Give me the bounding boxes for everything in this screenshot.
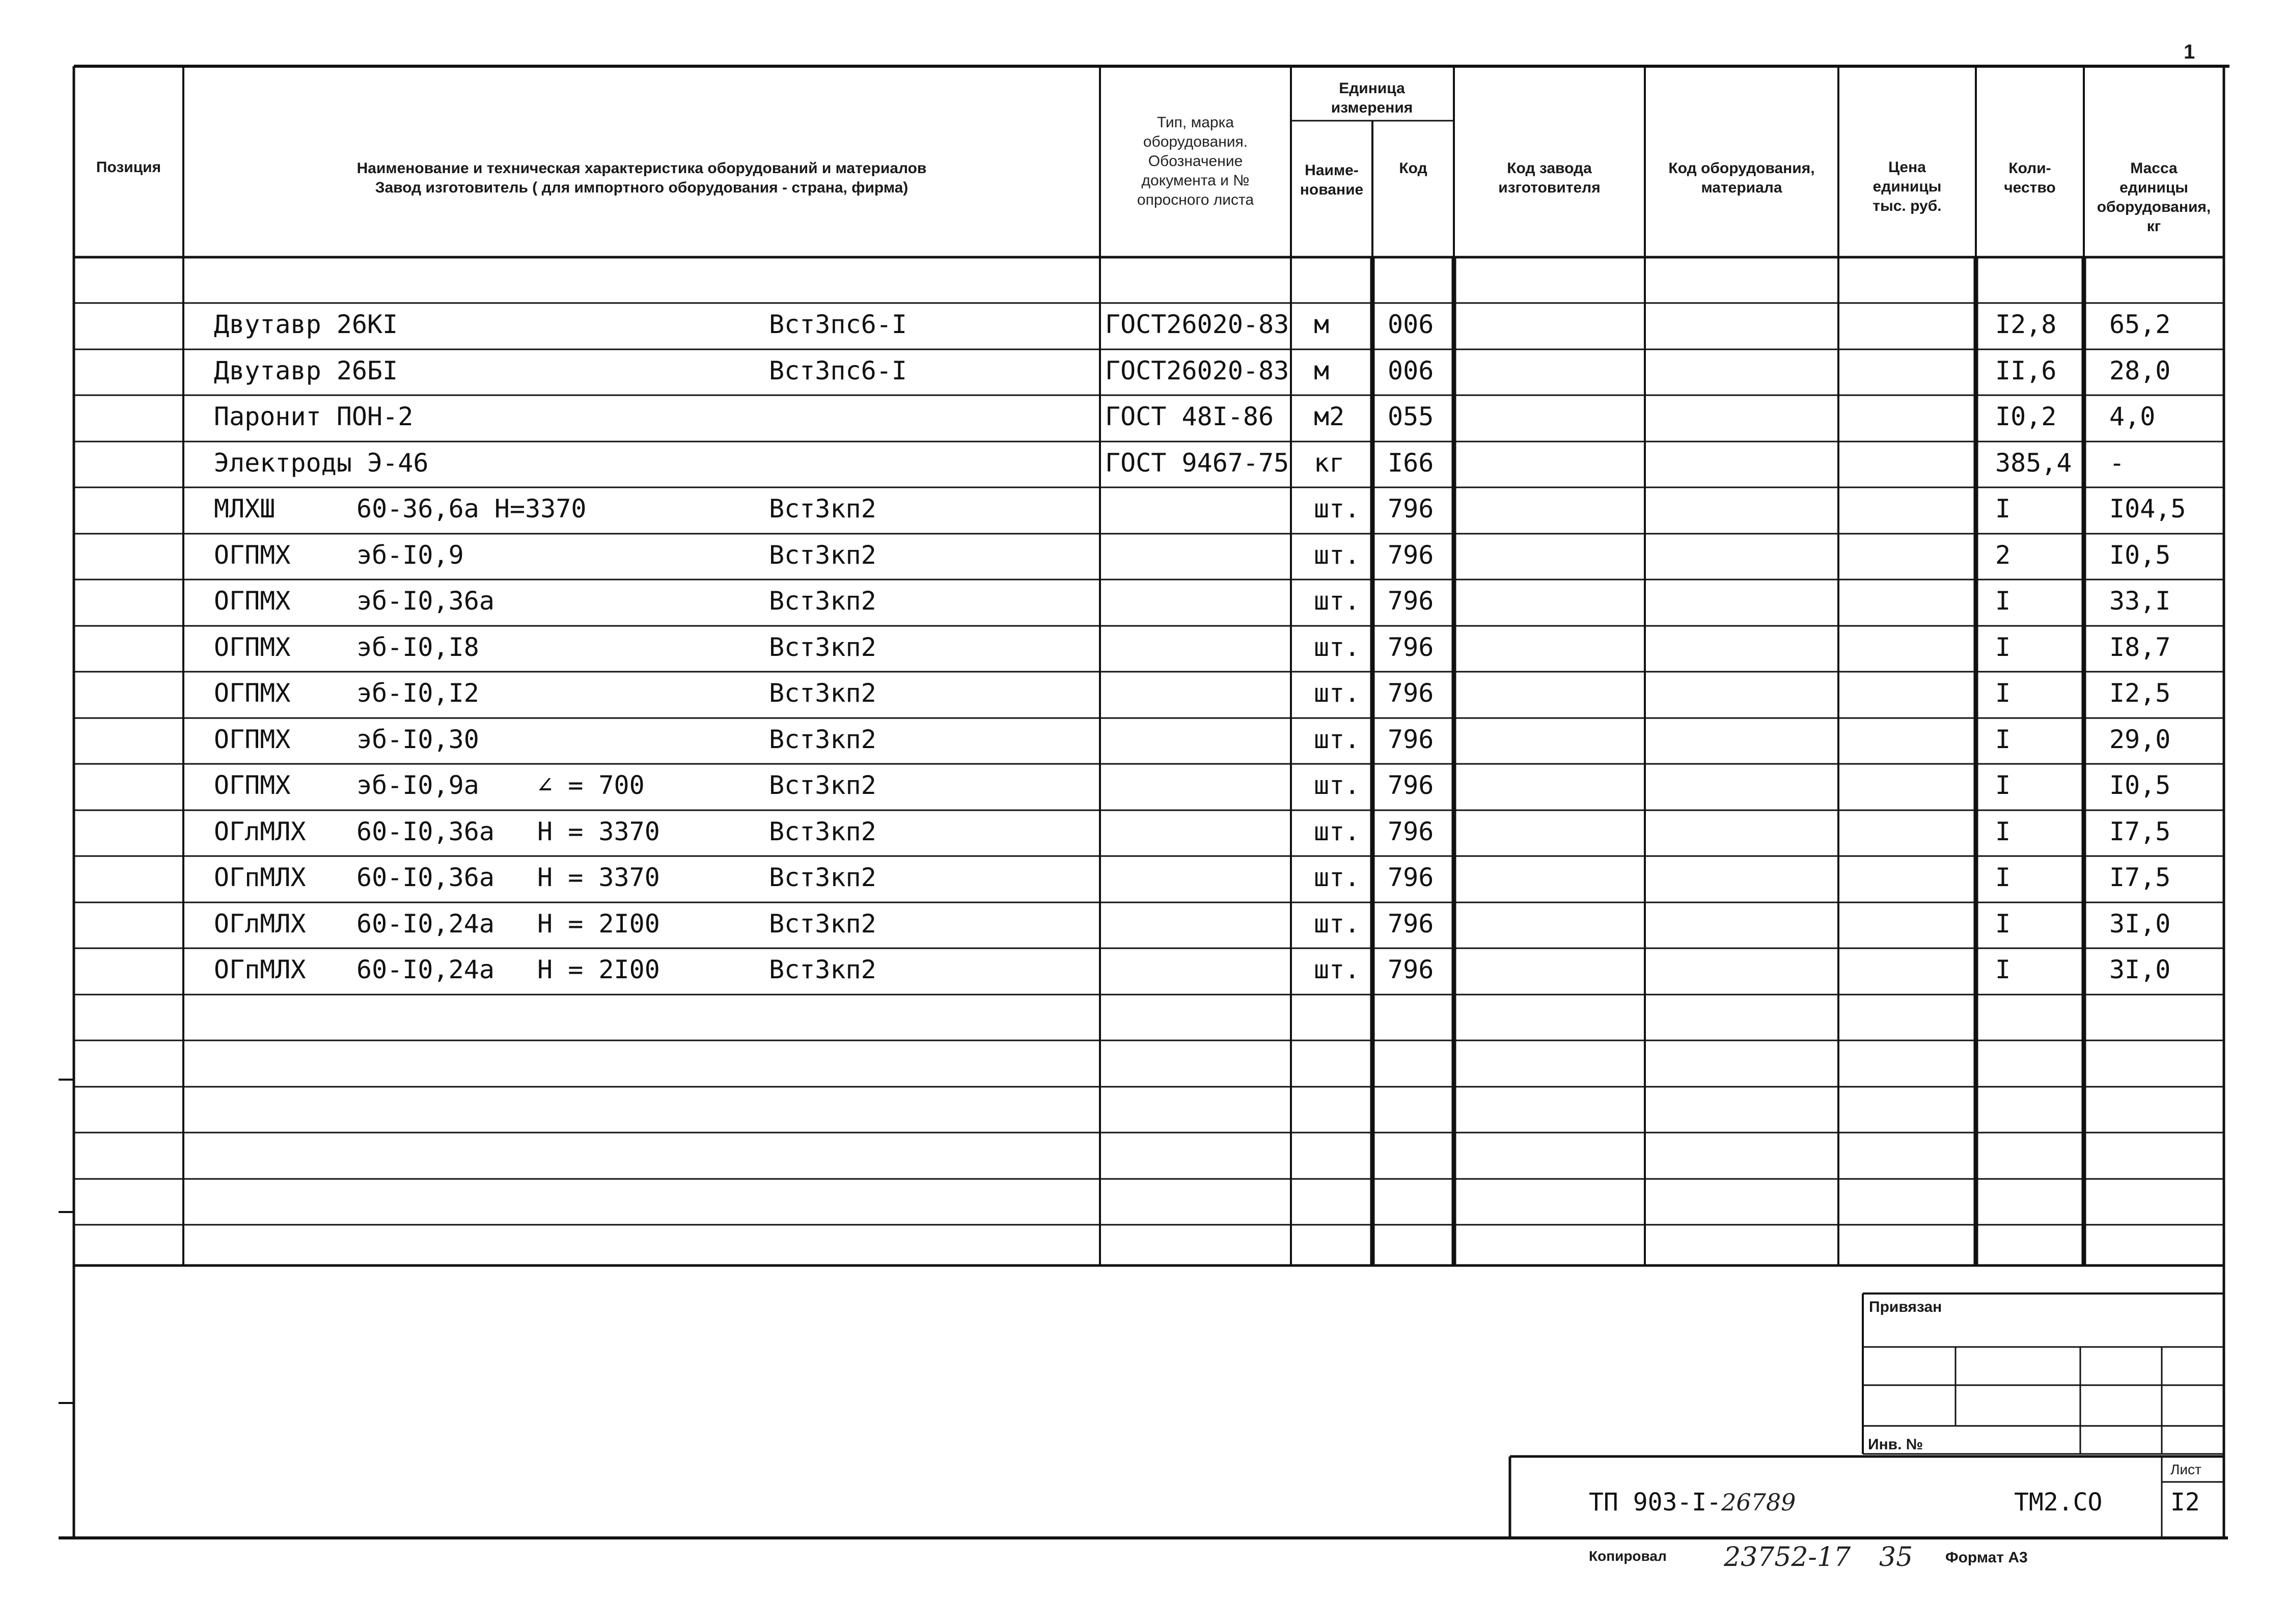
row-document: ГОСТ26020-83 (1105, 310, 1289, 339)
header-unit-group-line-1: Единица (1339, 80, 1405, 97)
row-code: 055 (1388, 402, 1434, 431)
row-code: 796 (1388, 586, 1434, 616)
header-unit-group-line-2: измерения (1331, 99, 1413, 116)
doc-code-hand: 26789 (1721, 1489, 1796, 1516)
row-spec: 60-I0,36а (356, 817, 494, 846)
row-material: ВстЗкп2 (769, 770, 876, 800)
row-material: ВстЗкп2 (769, 540, 876, 570)
row-qty: I (1995, 909, 2011, 939)
row-unit: шт. (1314, 632, 1360, 662)
row-qty: I (1995, 770, 2011, 800)
row-name: ОГлМЛХ (214, 909, 306, 939)
row-code: 006 (1388, 356, 1434, 386)
header-equip-code (1645, 159, 1838, 198)
row-name: ОГПМХ (214, 586, 291, 616)
row-spec: 60-I0,24а (356, 909, 494, 939)
row-qty: 385,4 (1995, 448, 2072, 478)
row-qty: I2,8 (1995, 310, 2057, 339)
row-unit: шт. (1314, 955, 1360, 984)
row-document: ГОСТ26020-83 (1105, 356, 1289, 386)
row-material: ВстЗкп2 (769, 725, 876, 754)
row-material: ВстЗкп2 (769, 817, 876, 846)
row-material: ВстЗкп2 (769, 955, 876, 984)
row-mass: - (2109, 448, 2125, 478)
row-code: I66 (1388, 448, 1434, 478)
row-code: 796 (1388, 909, 1434, 939)
row-spec: 60-I0,36а (356, 863, 494, 892)
row-material: ВстЗкп2 (769, 632, 876, 662)
row-name: ОГлМЛХ (214, 817, 306, 846)
row-unit: м2 (1314, 402, 1345, 431)
stamp-bound-label: Привязан (1869, 1299, 1942, 1315)
row-unit: кг (1314, 448, 1345, 478)
row-mass: 65,2 (2109, 310, 2171, 339)
row-qty: I (1995, 586, 2011, 616)
header-name-line1: Наименование и техническая характеристика оборудований и материалов (356, 160, 927, 177)
header-mass-line-2: единицы (2119, 179, 2188, 196)
header-position: Позиция (96, 159, 161, 176)
doc-code-prefix: ТП 903-I- (1589, 1488, 1722, 1517)
footer-format: Формат А3 (1945, 1549, 2028, 1566)
row-mass: I0,5 (2109, 540, 2171, 570)
row-unit: шт. (1314, 909, 1360, 939)
row-extra: Н = 3370 (537, 863, 660, 892)
header-type-line-3: Обозначение (1148, 153, 1243, 170)
header-equip-code-line-2: материала (1701, 179, 1782, 196)
row-spec: 60-36,6а Н=3370 (356, 494, 587, 524)
header-mass-line-4: кг (2146, 218, 2161, 235)
row-unit: шт. (1314, 678, 1360, 708)
header-unit-name-line-1: Наиме- (1305, 162, 1359, 179)
row-code: 796 (1388, 817, 1434, 846)
header-price-line-3: тыс. руб. (1872, 198, 1942, 214)
row-code: 796 (1388, 632, 1434, 662)
row-spec: эб-I0,9а (356, 770, 479, 800)
header-price-line-1: Цена (1888, 159, 1926, 176)
row-code: 796 (1388, 955, 1434, 984)
row-unit: шт. (1314, 863, 1360, 892)
row-material: ВстЗкп2 (769, 863, 876, 892)
row-code: 006 (1388, 310, 1434, 339)
row-name: Двутавр 26КI (214, 310, 398, 339)
doc-code (1589, 1488, 1796, 1517)
row-qty: I (1995, 678, 2011, 708)
row-mass: 3I,0 (2109, 955, 2171, 984)
row-unit: м (1314, 356, 1330, 386)
row-mass: I7,5 (2109, 863, 2171, 892)
row-qty: I (1995, 863, 2011, 892)
row-name: ОГПМХ (214, 725, 291, 754)
sheet-code: ТМ2.СО (2014, 1488, 2103, 1517)
row-unit: шт. (1314, 586, 1360, 616)
row-unit: шт. (1314, 725, 1360, 754)
header-type-line-5: опросного листа (1137, 191, 1254, 208)
row-name: Паронит ПОН-2 (214, 402, 414, 431)
row-code: 796 (1388, 863, 1434, 892)
header-type-line-1: Тип, марка (1156, 114, 1234, 131)
row-qty: I (1995, 632, 2011, 662)
row-name: Двутавр 26БI (214, 356, 398, 386)
row-unit: м (1314, 310, 1330, 339)
row-mass: I8,7 (2109, 632, 2171, 662)
row-spec: эб-I0,I2 (356, 678, 479, 708)
row-qty: I (1995, 955, 2011, 984)
row-qty: I (1995, 725, 2011, 754)
row-unit: шт. (1314, 540, 1360, 570)
row-mass: I2,5 (2109, 678, 2171, 708)
row-spec: 60-I0,24а (356, 955, 494, 984)
row-qty: I0,2 (1995, 402, 2057, 431)
row-material: ВстЗкп2 (769, 909, 876, 939)
row-name: ОГПМХ (214, 770, 291, 800)
row-name: ОГпМЛХ (214, 863, 306, 892)
row-spec: эб-I0,30 (356, 725, 479, 754)
row-extra: ∠ = 700 (537, 770, 645, 800)
row-mass: 28,0 (2109, 356, 2171, 386)
row-spec: эб-I0,9 (356, 540, 464, 570)
header-name (183, 159, 1100, 198)
header-price-line-2: единицы (1872, 178, 1942, 195)
row-name: ОГПМХ (214, 540, 291, 570)
row-spec: эб-I0,I8 (356, 632, 479, 662)
row-material: ВстЗпс6-I (769, 356, 907, 386)
row-mass: I0,5 (2109, 770, 2171, 800)
header-qty-line-2: чество (2004, 179, 2056, 196)
footer-hand-number2: 35 (1879, 1542, 1913, 1573)
row-material: ВстЗпс6-I (769, 310, 907, 339)
sheet-label: Лист (2170, 1462, 2201, 1477)
header-price (1838, 158, 1976, 216)
page-mark: 1 (2184, 41, 2195, 63)
header-type (1100, 113, 1291, 210)
table-grid (59, 66, 2229, 1538)
row-name: МЛХШ (214, 494, 276, 524)
footer-hand-number: 23752-17 (1724, 1542, 1851, 1573)
row-extra: Н = 3370 (537, 817, 660, 846)
row-qty: I (1995, 817, 2011, 846)
row-document: ГОСТ 48I-86 (1105, 402, 1274, 431)
row-mass: I7,5 (2109, 817, 2171, 846)
row-name: Электроды Э-46 (214, 448, 429, 478)
row-unit: шт. (1314, 494, 1360, 524)
header-mass-line-1: Масса (2130, 160, 2178, 177)
row-mass: 3I,0 (2109, 909, 2171, 939)
row-code: 796 (1388, 725, 1434, 754)
footer-copied: Копировал (1589, 1548, 1667, 1564)
row-qty: I (1995, 494, 2011, 524)
row-extra: Н = 2I00 (537, 955, 660, 984)
row-code: 796 (1388, 678, 1434, 708)
header-unit-code: Код (1399, 160, 1427, 177)
header-type-line-2: оборудования. (1143, 133, 1248, 150)
sheet-number: I2 (2170, 1488, 2200, 1517)
header-unit-name (1291, 161, 1372, 200)
row-name: ОГпМЛХ (214, 955, 306, 984)
header-mass (2084, 159, 2224, 236)
header-qty-line-1: Коли- (2008, 160, 2051, 177)
row-code: 796 (1388, 494, 1434, 524)
header-unit-group (1291, 79, 1453, 118)
header-plant-code-line-1: Код завода (1507, 160, 1592, 177)
header-type-line-4: документа и № (1141, 172, 1250, 189)
row-qty: 2 (1995, 540, 2011, 570)
row-extra: Н = 2I00 (537, 909, 660, 939)
row-mass: 33,I (2109, 586, 2171, 616)
row-material: ВстЗкп2 (769, 494, 876, 524)
header-name-line2: Завод изготовитель ( для импортного оборудования - страна, фирма) (375, 179, 908, 196)
row-document: ГОСТ 9467-75 (1105, 448, 1289, 478)
header-mass-line-3: оборудования, (2097, 199, 2211, 215)
header-plant-code-line-2: изготовителя (1498, 179, 1601, 196)
header-unit-name-line-2: нование (1300, 181, 1364, 198)
row-qty: II,6 (1995, 356, 2057, 386)
header-equip-code-line-1: Код оборудования, (1668, 160, 1815, 177)
row-name: ОГПМХ (214, 678, 291, 708)
row-mass: I04,5 (2109, 494, 2186, 524)
row-material: ВстЗкп2 (769, 678, 876, 708)
row-spec: эб-I0,36а (356, 586, 494, 616)
row-name: ОГПМХ (214, 632, 291, 662)
header-plant-code (1454, 159, 1645, 198)
row-code: 796 (1388, 770, 1434, 800)
row-material: ВстЗкп2 (769, 586, 876, 616)
stamp-inv-label: Инв. № (1868, 1436, 1923, 1453)
row-code: 796 (1388, 540, 1434, 570)
header-qty (1976, 159, 2084, 198)
row-mass: 29,0 (2109, 725, 2171, 754)
row-unit: шт. (1314, 770, 1360, 800)
row-mass: 4,0 (2109, 402, 2156, 431)
row-unit: шт. (1314, 817, 1360, 846)
